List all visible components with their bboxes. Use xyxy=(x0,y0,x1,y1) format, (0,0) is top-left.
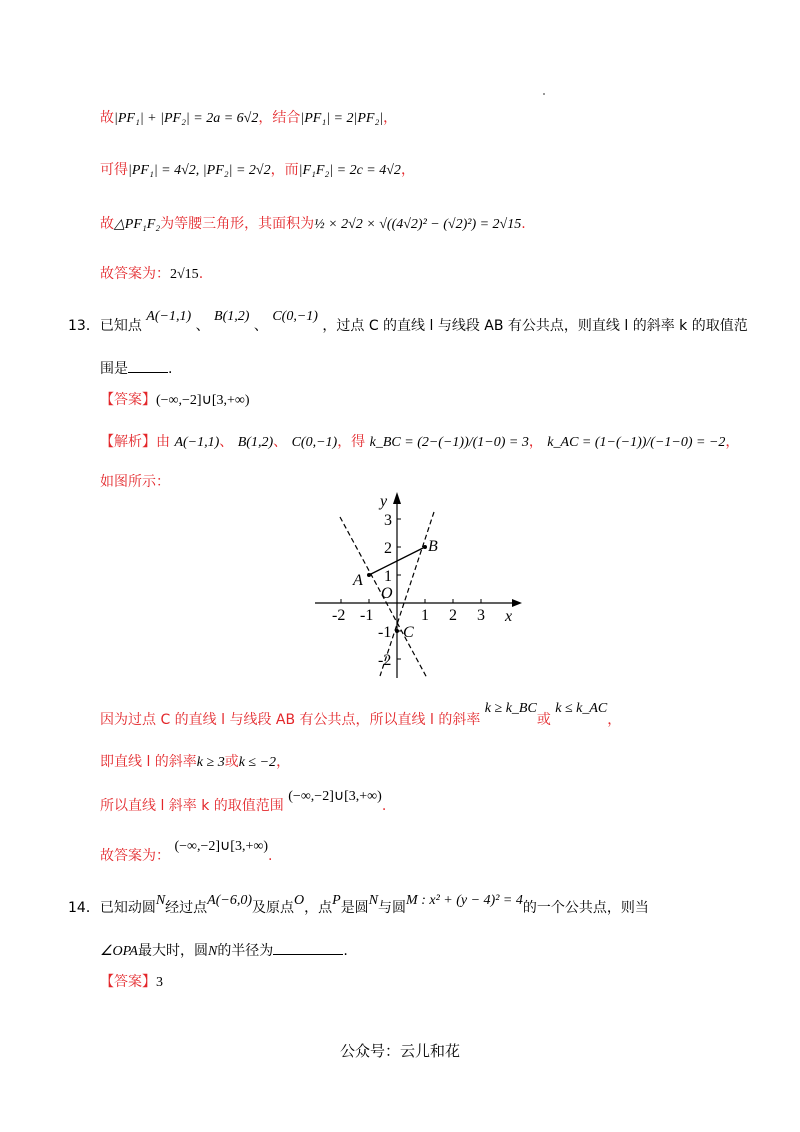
text: . xyxy=(168,361,173,377)
answer-line xyxy=(100,390,250,411)
text: 与圆 xyxy=(378,900,407,916)
text: . xyxy=(381,798,387,814)
text: 经过点 xyxy=(165,900,208,916)
question-13-line-1 xyxy=(68,309,748,337)
reason-line-2 xyxy=(100,752,290,773)
formula: |PF₁| + |PF₂| = 2a = 6√2 xyxy=(114,111,259,126)
formula: C(0,−1) xyxy=(272,309,318,324)
text: 因为过点 C 的直线 l 与线段 AB 有公共点，所以直线 l 的斜率 xyxy=(100,712,481,728)
question-number: 13． xyxy=(68,318,100,334)
formula: O xyxy=(294,893,305,908)
formula: (−∞,−2]∪[3,+∞) xyxy=(174,839,268,854)
formula: A(−6,0) xyxy=(207,893,252,908)
formula: (−∞,−2]∪[3,+∞) xyxy=(156,393,250,408)
formula: 3 xyxy=(156,975,163,990)
formula: (−∞,−2]∪[3,+∞) xyxy=(288,789,382,804)
x-axis-arrow xyxy=(512,599,522,607)
text: 可得 xyxy=(100,162,128,178)
text: ， xyxy=(725,434,740,450)
text: 或 xyxy=(224,754,239,770)
text: ， xyxy=(383,110,398,126)
text: ，结合 xyxy=(258,110,301,126)
solution-line-2 xyxy=(100,160,415,181)
text: ， xyxy=(276,754,291,770)
x-tick-label: -1 xyxy=(360,607,374,624)
point-b-label: B xyxy=(428,538,438,555)
x-tick-label: 1 xyxy=(421,607,429,624)
footer-watermark: 公众号：云儿和花 xyxy=(339,1042,460,1060)
formula: N xyxy=(207,944,218,959)
text: 故答案为： xyxy=(100,266,170,282)
text: 最大时，圆 xyxy=(137,943,208,959)
text: 故答案为： xyxy=(100,848,170,864)
text: . xyxy=(268,848,273,864)
origin-label: O xyxy=(381,585,393,602)
answer-label: 【答案】 xyxy=(100,974,156,990)
formula: |PF₁| = 2|PF₂| xyxy=(300,111,384,126)
formula: C(0,−1) xyxy=(291,435,338,450)
y-tick-label: -2 xyxy=(378,652,392,669)
formula: |PF₁| = 4√2, |PF₂| = 2√2 xyxy=(128,163,271,178)
formula: ½ × 2√2 × √((4√2)² − (√2)²) = 2√15 xyxy=(314,217,522,232)
formula: N xyxy=(155,893,166,908)
text: 所以直线 l 斜率 k 的取值范围 xyxy=(100,798,284,814)
formula: |F₁F₂| = 2c = 4√2 xyxy=(298,163,401,178)
text: 、 xyxy=(253,318,268,334)
text: . xyxy=(198,266,204,282)
point-a-dot xyxy=(367,573,371,577)
x-tick-label: 2 xyxy=(449,607,457,624)
formula: k_BC = (2−(−1))/(1−0) = 3 xyxy=(369,435,529,450)
y-axis-arrow xyxy=(393,492,401,504)
text: 、 xyxy=(195,318,210,334)
analysis-label: 【解析】由 xyxy=(100,434,170,450)
text: 故 xyxy=(100,110,114,126)
question-14-line-1 xyxy=(68,893,649,919)
speck xyxy=(543,93,545,95)
text: ，得 xyxy=(337,434,366,450)
answer-label: 【答案】 xyxy=(100,392,156,408)
formula: k_AC = (1−(−1))/(−1−0) = −2 xyxy=(547,435,726,450)
formula: 2√15 xyxy=(170,267,199,282)
text: 是圆 xyxy=(340,900,369,916)
point-a-label: A xyxy=(353,572,363,589)
formula: A(−1,1) xyxy=(146,309,192,324)
x-tick-label: -2 xyxy=(332,607,346,624)
text: ，点 xyxy=(304,900,333,916)
text: 的一个公共点，则当 xyxy=(522,900,649,916)
text: 或 xyxy=(536,712,551,728)
coordinate-graph xyxy=(300,488,530,680)
text: 、 xyxy=(219,434,234,450)
reason-line-3 xyxy=(100,789,387,817)
formula: k ≤ −2 xyxy=(238,755,277,770)
text: ， xyxy=(607,712,622,728)
x-axis-label: x xyxy=(505,608,513,625)
text: 已知动圆 xyxy=(99,900,156,916)
solution-line-4 xyxy=(100,264,203,285)
formula: B(1,2) xyxy=(237,435,274,450)
solution-line-3 xyxy=(100,214,526,235)
text: 如图所示： xyxy=(100,474,170,490)
formula: B(1,2) xyxy=(214,309,250,324)
answer-line-14 xyxy=(100,972,163,993)
formula: ∠OPA xyxy=(100,944,138,959)
text: ，而 xyxy=(270,162,299,178)
formula: k ≥ 3 xyxy=(196,755,225,770)
text: . xyxy=(343,943,348,959)
text: 即直线 l 的斜率 xyxy=(100,754,197,770)
formula: N xyxy=(368,893,379,908)
text: 故 xyxy=(100,216,114,232)
formula: A(−1,1) xyxy=(174,435,220,450)
text: 为等腰三角形，其面积为 xyxy=(160,216,315,232)
question-number: 14． xyxy=(68,900,100,916)
reason-line-1 xyxy=(100,701,622,731)
point-c-label: C xyxy=(403,624,414,641)
question-13-line-2 xyxy=(100,358,172,379)
reason-line-4 xyxy=(100,839,273,867)
text: 已知点 xyxy=(99,318,142,334)
text: ， xyxy=(400,162,415,178)
y-tick-label: 1 xyxy=(384,568,392,585)
point-c-dot xyxy=(395,629,399,633)
analysis-line: 【解析】由 A(−1,1)、 B(1,2)、 C(0,−1)，得 k_BC = (2−(−1))/(1−0) = 3， k_AC = (1−(−1))/(−1−0) = −2， xyxy=(100,434,740,450)
text: ，过点 C 的直线 l 与线段 AB 有公共点，则直线 l 的斜率 k 的取值范 xyxy=(322,318,748,334)
point-b-dot xyxy=(423,545,427,549)
text: . xyxy=(521,216,526,232)
question-14-line-2 xyxy=(100,940,348,962)
y-tick-label: 3 xyxy=(384,512,392,529)
x-tick-label: 3 xyxy=(477,607,485,624)
text: 围是 xyxy=(100,361,128,377)
text: 、 xyxy=(273,434,288,450)
formula: M : x² + (y − 4)² = 4 xyxy=(406,893,523,908)
y-axis-label: y xyxy=(380,493,388,510)
formula: △PF₁F₂ xyxy=(114,217,161,232)
text: 的半径为 xyxy=(217,943,274,959)
formula: P xyxy=(332,893,341,908)
answer-blank xyxy=(273,940,343,955)
text: 及原点 xyxy=(252,900,294,916)
y-tick-label: -1 xyxy=(378,624,392,641)
y-tick-label: 2 xyxy=(384,540,392,557)
answer-blank xyxy=(128,358,168,373)
solution-line-1 xyxy=(100,108,397,129)
formula: k ≥ k_BC xyxy=(484,701,537,716)
figure-caption xyxy=(100,472,170,492)
formula: k ≤ k_AC xyxy=(555,701,608,716)
